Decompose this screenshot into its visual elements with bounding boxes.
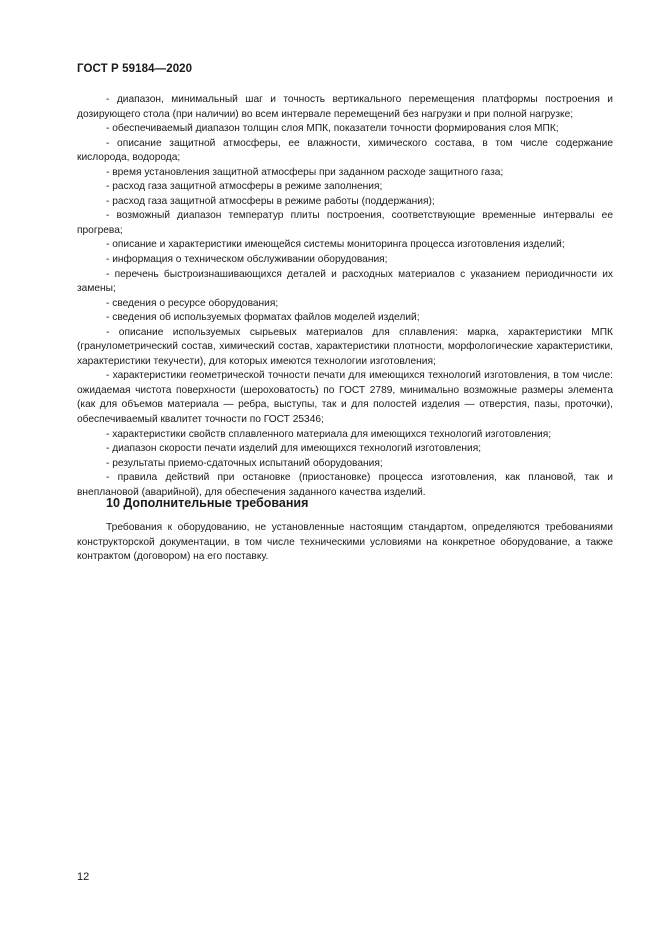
list-item: - характеристики геометрической точности печати для имеющихся технологий изготовления, в том числе: ожидаемая чистота поверхности (шероховатость) по ГОСТ 2789, минимально возможные размеры элемента (как для объемов материала — ребра, выступы, так и для полостей изделия — отверстия, пазы, проточки), обеспечиваемый квалитет точности по ГОСТ 25346; (77, 370, 613, 426)
list-item: - расход газа защитной атмосферы в режиме заполнения; (106, 181, 383, 193)
list-item: - диапазон, минимальный шаг и точность вертикального перемещения платформы построения и дозирующего стола (при наличии) во всем интервале перемещений без нагрузки и при полной нагрузке; (77, 94, 613, 120)
list-item: - описание защитной атмосферы, ее влажности, химического состава, в том числе содержание кислорода, водорода; (77, 137, 613, 164)
document-header: ГОСТ Р 59184—2020 (77, 63, 193, 75)
list-item: - время установления защитной атмосферы при заданном расходе защитного газа; (106, 166, 504, 178)
list-item: - сведения об используемых форматах файлов моделей изделий; (106, 312, 420, 324)
list-item: - возможный диапазон температур плиты построения, соответствующие временные интервалы ее прогрева; (77, 210, 613, 236)
requirements-list (77, 93, 613, 500)
list-item: - описание и характеристики имеющейся системы мониторинга процесса изготовления изделий; (106, 239, 565, 251)
list-item: - информация о техническом обслуживании оборудования; (106, 254, 388, 266)
section-body (77, 521, 613, 565)
list-item: - сведения о ресурсе оборудования; (106, 297, 279, 309)
list-item: - перечень быстроизнашивающихся деталей и расходных материалов с указанием периодичности их замены; (77, 268, 613, 295)
list-item: - результаты приемо-сдаточных испытаний оборудования; (106, 457, 383, 469)
section-paragraph: Требования к оборудованию, не установленные настоящим стандартом, определяются требованиями конструкторской документации, в том числе техническими условиями на конкретное оборудование, а также контрактом (договором) на его поставку. (77, 522, 613, 563)
page-number: 12 (77, 871, 90, 883)
list-item: - правила действий при остановке (приостановке) процесса изготовления, как плановой, так и внеплановой (аварийной), для обеспечения заданного качества изделий. (77, 472, 613, 498)
section-title: 10 Дополнительные требования (106, 496, 309, 510)
list-item: - описание используемых сырьевых материалов для сплавления: марка, характеристики МПК (гранулометрический состав, химический состав, характеристики плотности, морфологические характеристики, характеристики текучести), для которых имеются технологии изготовления; (77, 326, 613, 367)
list-item: - расход газа защитной атмосферы в режиме работы (поддержания); (106, 195, 435, 207)
list-item: - диапазон скорости печати изделий для имеющихся технологий изготовления; (106, 443, 482, 455)
list-item: - характеристики свойств сплавленного материала для имеющихся технологий изготовления; (106, 428, 552, 440)
list-item: - обеспечиваемый диапазон толщин слоя МПК, показатели точности формирования слоя МПК; (106, 123, 559, 135)
